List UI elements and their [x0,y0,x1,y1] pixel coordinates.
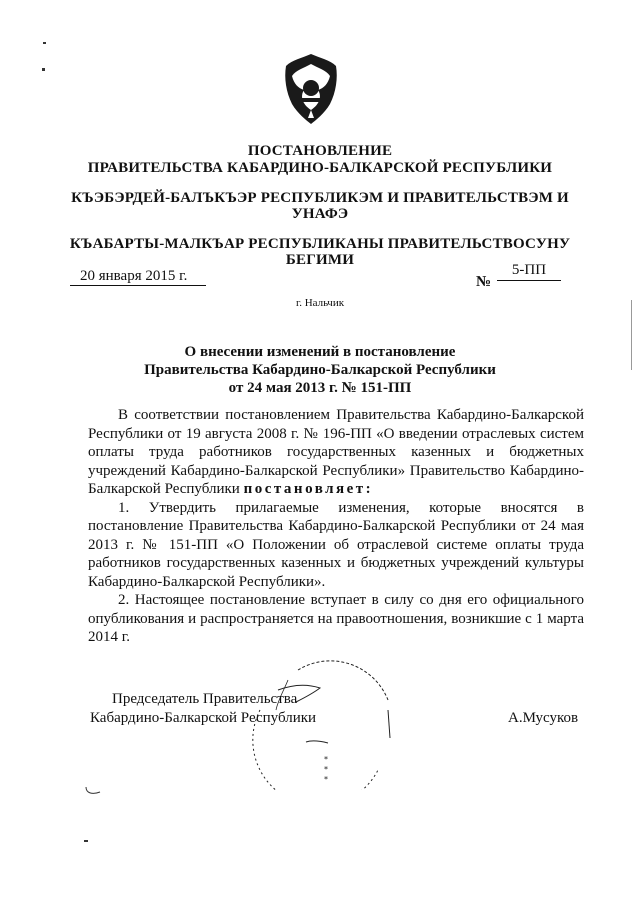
handwritten-mark-icon [84,785,104,797]
authority-heading-bal-line2: БЕГИМИ [285,252,355,268]
scan-edge-mark-icon [628,300,636,380]
doc-title-line2: Правительства Кабардино-Балкарской Республики [144,362,496,378]
scan-dot-icon [82,838,92,844]
intro-paragraph [88,406,584,499]
doc-title-line3: от 24 мая 2013 г. № 151-ПП [228,380,412,396]
authority-heading-ru: ПРАВИТЕЛЬСТВА КАБАРДИНО-БАЛКАРСКОЙ РЕСПУБЛИКИ [87,160,553,176]
signatory-name: А.Мусуков [508,710,579,726]
item-2-paragraph: 2. Настоящее постановление вступает в силу со дня его официального опубликования и распространяется на правоотношения, возникшие с 1 марта 2014 г. [88,592,584,645]
svg-text:*: * [324,755,328,764]
city: г. Нальчик [295,297,345,309]
signatory-position-line1: Председатель Правительства [112,691,298,707]
number-label: № [476,274,492,290]
item-1-paragraph: 1. Утвердить прилагаемые изменения, которые вносятся в постановление Правительства Кабардино-Балкарской Республики от 24 мая 2013 г. № 151-ПП «О Положении об отраслевой системе оплаты труда работников государственных казенных и бюджетных учреждений культуры Кабардино-Балкарской Республики». [88,499,584,590]
coat-of-arms-emblem-icon [280,52,342,126]
signatory-position-line2: Кабардино-Балкарской Республики [90,710,317,726]
scan-mark-icon [40,40,50,80]
authority-heading-kab-line1: КЪЭБЭРДЕЙ-БАЛЪКЪЭР РЕСПУБЛИКЭМ И ПРАВИТЕЛЬСТВЭМ И [71,190,569,206]
decree-date: 20 января 2015 г. [70,268,206,286]
doc-title-line1: О внесении изменений в постановление [184,344,456,360]
authority-heading-bal-line1: КЪАБАРТЫ-МАЛКЪАР РЕСПУБЛИКАНЫ ПРАВИТЕЛЬСТВОСУНУ [69,236,571,252]
svg-text:*: * [324,765,328,774]
decree-number: 5-ПП [497,262,561,281]
intro-text: В соответствии постановлением Правительства Кабардино-Балкарской Республики от 19 августа 2008 г. № 196-ПП «О введении отраслевых систем оплаты труда работников государственных казенных и бюджетных учреждений Кабардино-Балкарской Республики» Правительство Кабардино-Балкарской Республики [88,407,584,497]
doc-type-heading: ПОСТАНОВЛЕНИЕ [247,143,393,159]
authority-heading-kab-line2: УНАФЭ [291,206,349,222]
decree-keyword: постановляет: [243,481,374,497]
document-body [88,406,584,647]
svg-text:*: * [324,775,328,784]
